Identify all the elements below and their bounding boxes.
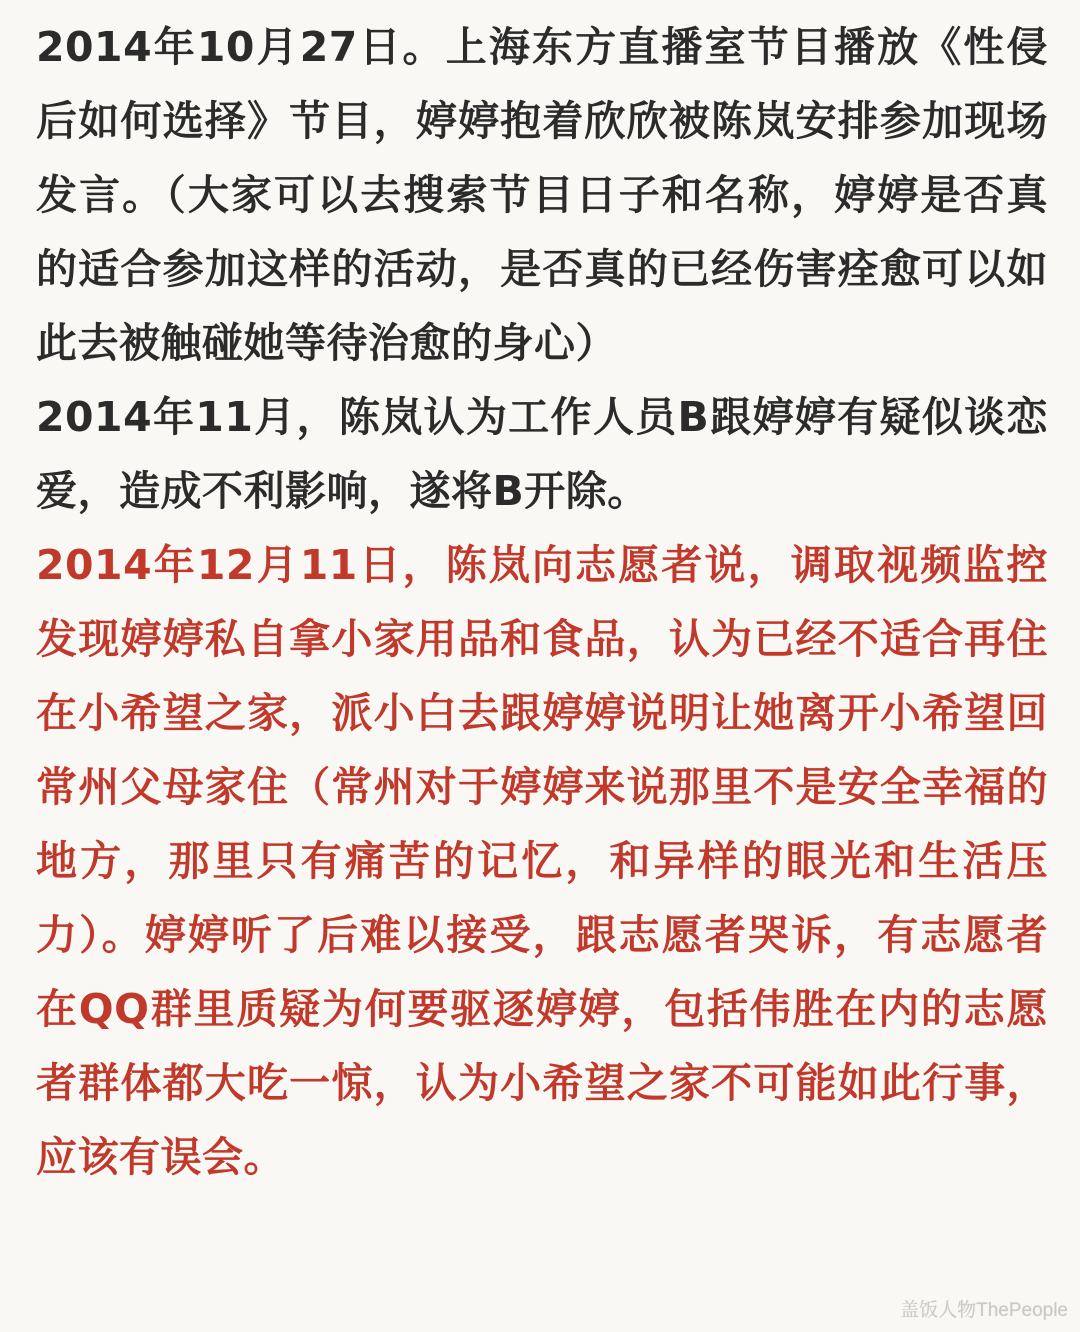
article-body <box>36 10 1048 1194</box>
paragraph-oct-27: 2014年10月27日。上海东方直播室节目播放《性侵后如何选择》节目，婷婷抱着欣欣被陈岚安排参加现场发言。（大家可以去搜索节目日子和名称，婷婷是否真的适合参加这样的活动，是否真的已经伤害痊愈可以如此去被触碰她等待治愈的身心） <box>36 23 1048 367</box>
watermark: 盖饭人物ThePeople <box>900 1300 1068 1321</box>
paragraph-dec-11-highlighted: 2014年12月11日，陈岚向志愿者说，调取视频监控发现婷婷私自拿小家用品和食品，认为已经不适合再住在小希望之家，派小白去跟婷婷说明让她离开小希望回常州父母家住（常州对于婷婷来说那里不是安全幸福的地方，那里只有痛苦的记忆，和异样的眼光和生活压力）。婷婷听了后难以接受，跟志愿者哭诉，有志愿者在QQ群里质疑为何要驱逐婷婷，包括伟胜在内的志愿者群体都大吃一惊，认为小希望之家不可能如此行事，应该有误会。 <box>36 541 1048 1181</box>
paragraph-nov: 2014年11月，陈岚认为工作人员B跟婷婷有疑似谈恋爱，造成不利影响，遂将B开除。 <box>36 393 1048 515</box>
